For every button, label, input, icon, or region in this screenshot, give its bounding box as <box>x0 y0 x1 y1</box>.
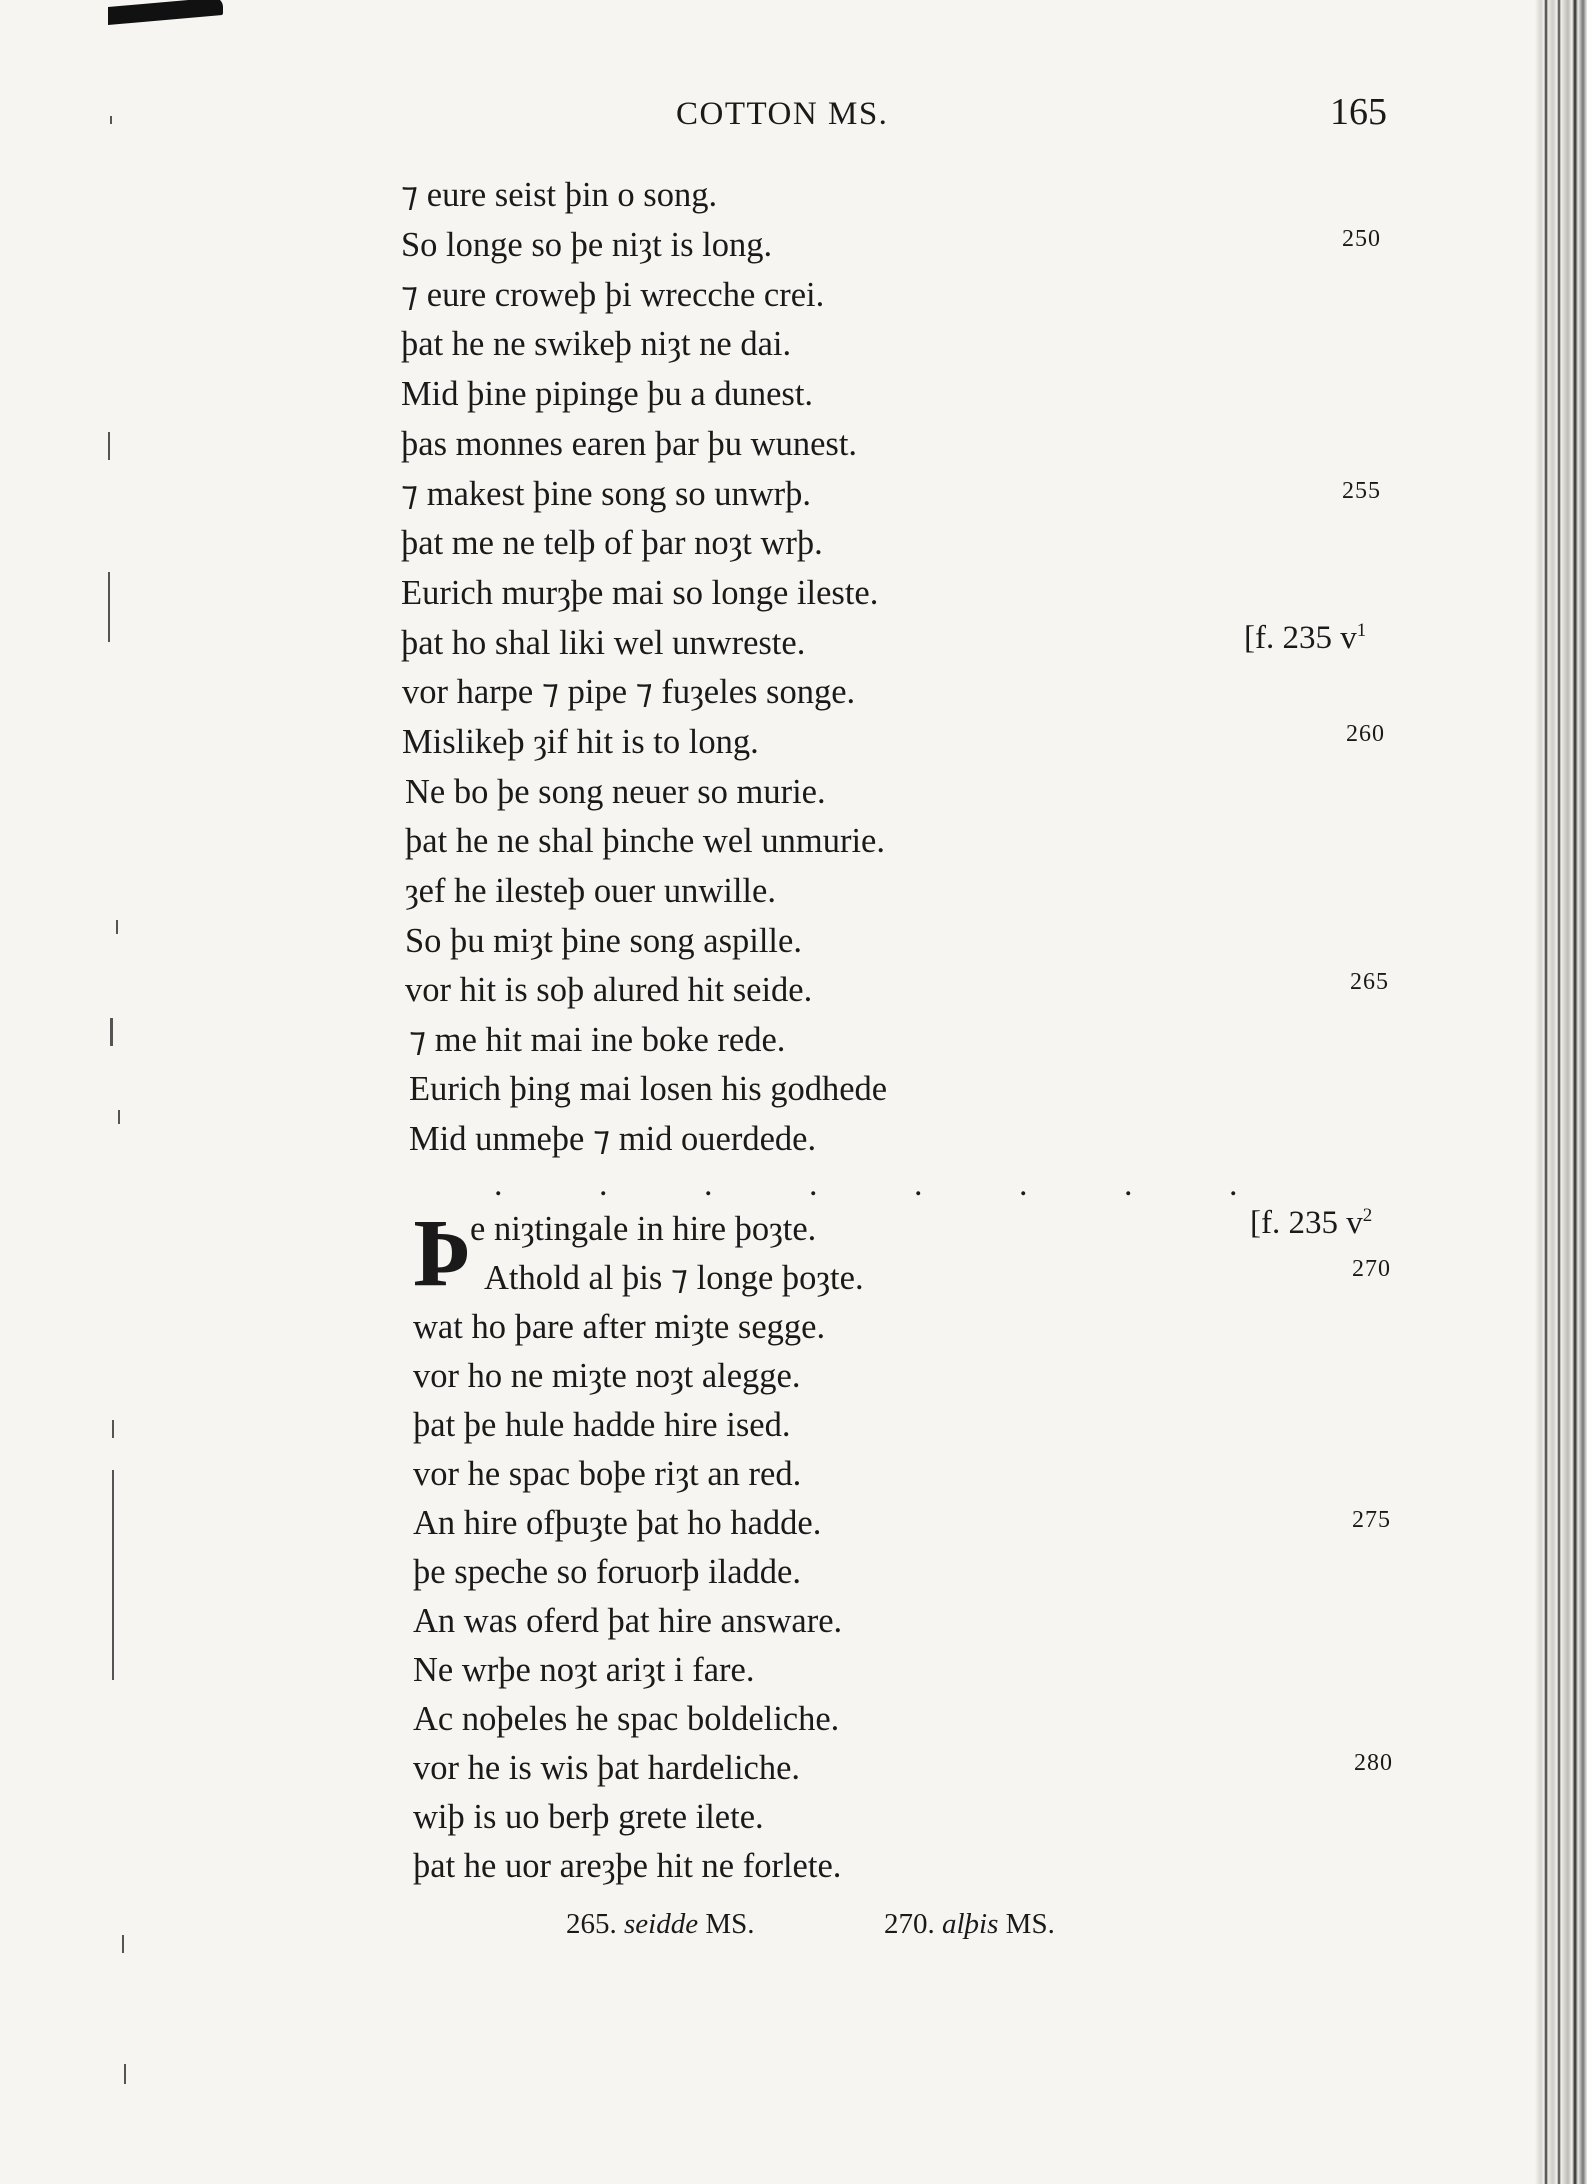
folio-reference-text: [f. 235 v <box>1244 620 1357 656</box>
margin-speck <box>112 1470 114 1680</box>
page-header <box>0 91 1587 146</box>
verse-line: ⁊ eure seist þin o song. <box>401 176 718 214</box>
verse-line: þas monnes earen þar þu wunest. <box>401 425 858 463</box>
line-number: 270 <box>1352 1256 1391 1282</box>
line-number: 265 <box>1350 969 1389 995</box>
line-number: 280 <box>1354 1750 1393 1776</box>
verse-line: wat ho þare after miȝte segge. <box>413 1308 826 1346</box>
running-title: COTTON MS. <box>676 96 889 132</box>
verse-line: Mislikeþ ȝif hit is to long. <box>402 723 759 761</box>
verse-line: wiþ is uo berþ grete ilete. <box>413 1798 764 1836</box>
verse-line: vor he spac boþe riȝt an red. <box>413 1455 802 1493</box>
margin-speck <box>118 1110 120 1124</box>
folio-reference <box>1250 1206 1372 1240</box>
verse-line: þat he uor areȝþe hit ne forlete. <box>413 1847 842 1885</box>
margin-speck <box>116 920 118 934</box>
footnote-source: MS. <box>705 1908 755 1940</box>
verse-line: þat ho shal liki wel unwreste. <box>401 624 806 662</box>
verse-line: Ac noþeles he spac boldeliche. <box>413 1700 840 1738</box>
drop-cap: Þ <box>413 1199 472 1306</box>
footnote-number: 270. <box>884 1908 935 1940</box>
verse-line: Mid þine pipinge þu a dunest. <box>401 375 814 413</box>
verse-line: ⁊ me hit mai ine boke rede. <box>409 1021 786 1059</box>
line-number: 260 <box>1346 721 1385 747</box>
verse-line: ⁊ eure croweþ þi wrecche crei. <box>401 276 825 314</box>
book-gutter <box>1535 0 1587 2184</box>
margin-speck <box>112 1420 114 1438</box>
folio-reference-column: 1 <box>1356 620 1367 641</box>
footnote-reading: seidde <box>624 1908 699 1940</box>
verse-line: þat me ne telþ of þar noȝt wrþ. <box>401 524 823 562</box>
verse-line: þat he ne shal þinche wel unmurie. <box>405 822 885 860</box>
verse-line: Athold al þis ⁊ longe þoȝte. <box>484 1259 864 1297</box>
verse-line: þat þe hule hadde hire ised. <box>413 1406 791 1444</box>
verse-line: e niȝtingale in hire þoȝte. <box>470 1210 817 1248</box>
margin-speck <box>122 1935 124 1953</box>
verse-line: þe speche so foruorþ iladde. <box>413 1553 801 1591</box>
footnote-source: MS. <box>1005 1908 1055 1940</box>
folio-reference <box>1244 621 1366 655</box>
margin-speck <box>108 432 110 460</box>
verse-line: Ne bo þe song neuer so murie. <box>405 773 826 811</box>
line-number: 255 <box>1342 478 1381 504</box>
verse-line: An hire ofþuȝte þat ho hadde. <box>413 1504 822 1542</box>
omission-dots: . . . . . . . . <box>494 1166 1282 1203</box>
verse-line: Ne wrþe noȝt ariȝt i fare. <box>413 1651 755 1689</box>
verse-line: þat he ne swikeþ niȝt ne dai. <box>401 325 792 363</box>
line-number: 250 <box>1342 226 1381 252</box>
footnote-reading: alþis <box>942 1908 999 1940</box>
margin-speck <box>110 1018 113 1046</box>
footnote <box>884 1910 1055 1939</box>
margin-speck <box>124 2064 126 2084</box>
verse-line: vor hit is soþ alured hit seide. <box>405 971 813 1009</box>
folio-reference-text: [f. 235 v <box>1250 1205 1363 1241</box>
verse-line: So longe so þe niȝt is long. <box>401 226 773 264</box>
verse-line: Eurich murȝþe mai so longe ileste. <box>401 574 879 612</box>
verse-line: Mid unmeþe ⁊ mid ouerdede. <box>409 1120 817 1158</box>
verse-line: Eurich þing mai losen his godhede <box>409 1070 888 1108</box>
verse-line: ȝef he ilesteþ ouer unwille. <box>405 872 776 910</box>
verse-line: An was oferd þat hire answare. <box>413 1602 843 1640</box>
margin-speck <box>108 572 110 642</box>
scan-corner-mark <box>108 0 223 25</box>
verse-line: vor he is wis þat hardeliche. <box>413 1749 801 1787</box>
footnote-number: 265. <box>566 1908 617 1940</box>
verse-line: vor ho ne miȝte noȝt alegge. <box>413 1357 801 1395</box>
footnote <box>566 1910 755 1939</box>
page-number: 165 <box>1330 91 1387 133</box>
verse-line: vor harpe ⁊ pipe ⁊ fuȝeles songe. <box>402 673 856 711</box>
folio-reference-column: 2 <box>1362 1205 1373 1226</box>
verse-line: So þu miȝt þine song aspille. <box>405 922 802 960</box>
line-number: 275 <box>1352 1507 1391 1533</box>
verse-line: ⁊ makest þine song so unwrþ. <box>401 475 812 513</box>
